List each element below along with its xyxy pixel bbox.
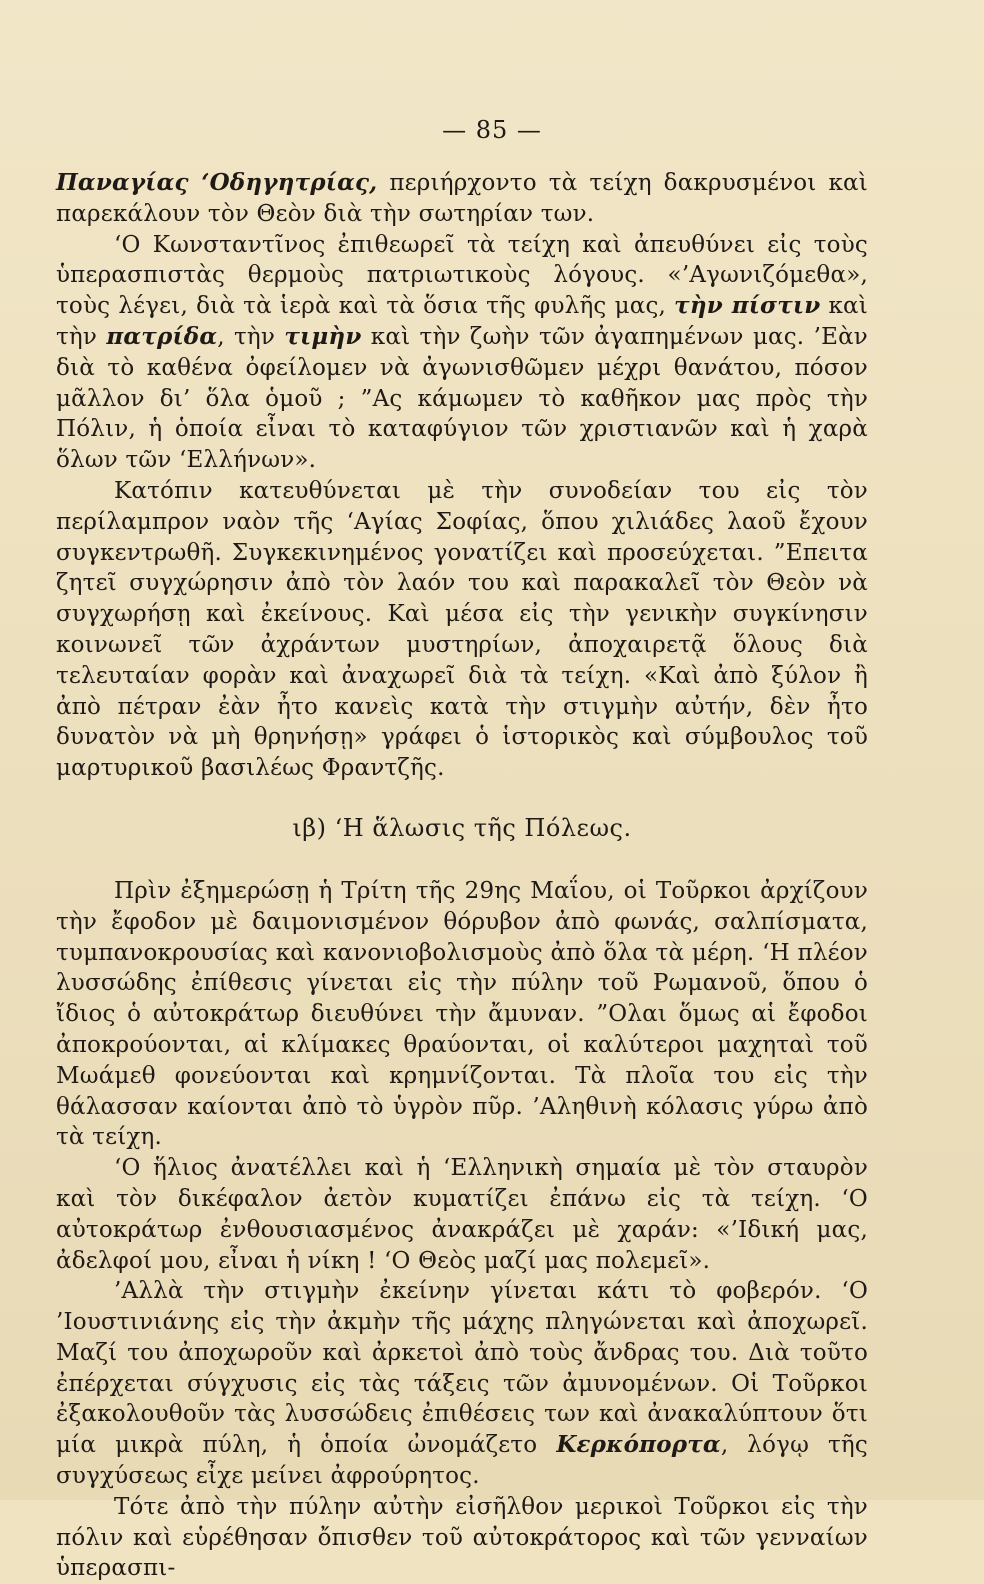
paragraph-text: ’Αλλὰ τὴν στιγμὴν ἐκείνην γίνεται κάτι τὸ φοβερόν. ‘Ο ’Ιουστινιάνης εἰς τὴν ἀκμὴν τῆς μάχης πληγώνεται καὶ ἀποχωρεῖ. Μαζί του ἀποχωροῦν καὶ ἀρκετοὶ ἀπὸ τοὺς ἄνδρας του. Διὰ τοῦτο ἐπέρχεται σύγχυσις εἰς τὰς τάξεις τῶν ἀμυνομένων. Οἱ Τοῦρκοι ἐξακολουθοῦν τὰς λυσσώδεις ἐπιθέσεις των καὶ ἀνακαλύπτουν ὅτι μία μικρὰ πύλη, ἡ ὁποία ὠνομάζετο — [56, 1278, 868, 1459]
paragraph-6 — [56, 1276, 868, 1492]
paragraph-3: Κατόπιν κατευθύνεται μὲ τὴν συνοδείαν του εἰς τὸν περίλαμπρον ναὸν τῆς ‘Αγίας Σοφίας, ὅπου χιλιάδες λαοῦ ἔχουν συγκεντρωθῆ. Συγκεκινημένος γονατίζει καὶ προσεύχεται. ”Επειτα ζητεῖ συγχώρησιν ἀπὸ τὸν λαόν του καὶ παρακαλεῖ τὸν Θεὸν νὰ συγχωρήσῃ καὶ ἐκείνους. Καὶ μέσα εἰς τὴν γενικὴν συγκίνησιν κοινωνεῖ τῶν ἀχράντων μυστηρίων, ἀποχαιρετᾷ ὅλους διὰ τελευταίαν φορὰν καὶ ἀναχωρεῖ διὰ τὰ τείχη. «Καὶ ἀπὸ ξύλον ἢ ἀπὸ πέτραν ἐὰν ἦτο κανεὶς κατὰ τὴν στιγμὴν αὐτήν, δὲν ἦτο δυνατὸν νὰ μὴ θρηνήσῃ» γράφει ὁ ἱστορικὸς καὶ σύμβουλος τοῦ μαρτυρικοῦ βασιλέως Φραντζῆς. — [56, 477, 868, 782]
paragraph-text: περιήρχοντο τὰ τείχη δακρυσμένοι καὶ παρεκάλουν τὸν Θεὸν διὰ τὴν σωτηρίαν των. — [56, 170, 869, 227]
emphasis-text: τιμὴν — [284, 322, 362, 350]
paragraph-text: καὶ τὴν — [56, 293, 868, 350]
paragraph-text: , τὴν — [217, 323, 285, 350]
paragraph-1 — [56, 168, 868, 230]
page-number: — 85 — — [442, 116, 542, 144]
page-body — [56, 168, 868, 1584]
paragraph-text: καὶ τὴν ζωὴν τῶν ἀγαπημένων μας. ’Εὰν διὰ τὸ καθένα ὀφείλομεν νὰ ἀγωνισθῶμεν μέχρι θανάτου, πόσον μᾶλλον δι’ ὅλα ὁμοῦ ; ”Ας κάμωμεν τὸ καθῆκον μας πρὸς τὴν Πόλιν, ἡ ὁποία εἶναι τὸ καταφύγιον τῶν χριστιανῶν καὶ ἡ χαρὰ ὅλων τῶν ‘Ελλήνων». — [56, 323, 868, 474]
paragraph-text: ‘Ο Κωνσταντῖνος ἐπιθεωρεῖ τὰ τείχη καὶ ἀπευθύνει εἰς τοὺς ὑπερασπιστὰς θερμοὺς πατριωτικοὺς λόγους. «’Αγωνιζόμεθα», τοὺς λέγει, διὰ τὰ ἱερὰ καὶ τὰ ὅσια τῆς φυλῆς μας, — [56, 231, 868, 320]
paragraph-text: , λόγῳ τῆς συγχύσεως εἶχε μείνει ἀφρούρητος. — [56, 1432, 868, 1490]
paragraph-7: Τότε ἀπὸ τὴν πύλην αὐτὴν εἰσῆλθον μερικοὶ Τοῦρκοι εἰς τὴν πόλιν καὶ εὑρέθησαν ὄπισθεν τοῦ αὐτοκράτορος καὶ τῶν γενναίων ὑπερασπι- — [56, 1493, 868, 1582]
emphasis-text: πατρίδα — [106, 322, 218, 350]
paragraph-5: ‘Ο ἥλιος ἀνατέλλει καὶ ἡ ‘Ελληνικὴ σημαία μὲ τὸν σταυρὸν καὶ τὸν δικέφαλον ἀετὸν κυματίζει ἐπάνω εἰς τὰ τείχη. ‘Ο αὐτοκράτωρ ἐνθουσιασμένος ἀνακράζει μὲ χαράν: «’Ιδική μας, ἀδελφοί μου, εἶναι ἡ νίκη ! ‘Ο Θεὸς μαζί μας πολεμεῖ». — [56, 1155, 868, 1274]
emphasis-text: Κερκόπορτα — [556, 1431, 721, 1459]
emphasis-text: τὴν πίστιν — [674, 292, 821, 320]
section-heading: ιβ) ‘Η ἅλωσις τῆς Πόλεως. — [292, 813, 632, 842]
paragraph-4: Πρὶν ἐξημερώσῃ ἡ Τρίτη τῆς 29ης Μαΐου, οἱ Τοῦρκοι ἀρχίζουν τὴν ἔφοδον μὲ δαιμονισμένον θόρυβον ἀπὸ φωνάς, σαλπίσματα, τυμπανοκρουσίας καὶ κανονιοβολισμοὺς ἀπὸ ὅλα τὰ μέρη. ‘Η πλέον λυσσώδης ἐπίθεσις γίνεται εἰς τὴν πύλην τοῦ Ρωμανοῦ, ὅπου ὁ ἴδιος ὁ αὐτοκράτωρ διευθύνει τὴν ἄμυναν. ”Ολαι ὅμως αἱ ἔφοδοι ἀποκρούονται, αἱ κλίμακες θραύονται, οἱ καλύτεροι μαχηταὶ τοῦ Μωάμεθ φονεύονται καὶ κρημνίζονται. Τὰ πλοῖα του εἰς τὴν θάλασσαν καίονται ἀπὸ τὸ ὑγρὸν πῦρ. ’Αληθινὴ κόλασις γύρω ἀπὸ τὰ τείχη. — [56, 877, 868, 1151]
emphasis-text: Παναγίας ‘Οδηγητρίας, — [56, 169, 378, 196]
paragraph-2 — [56, 230, 868, 476]
